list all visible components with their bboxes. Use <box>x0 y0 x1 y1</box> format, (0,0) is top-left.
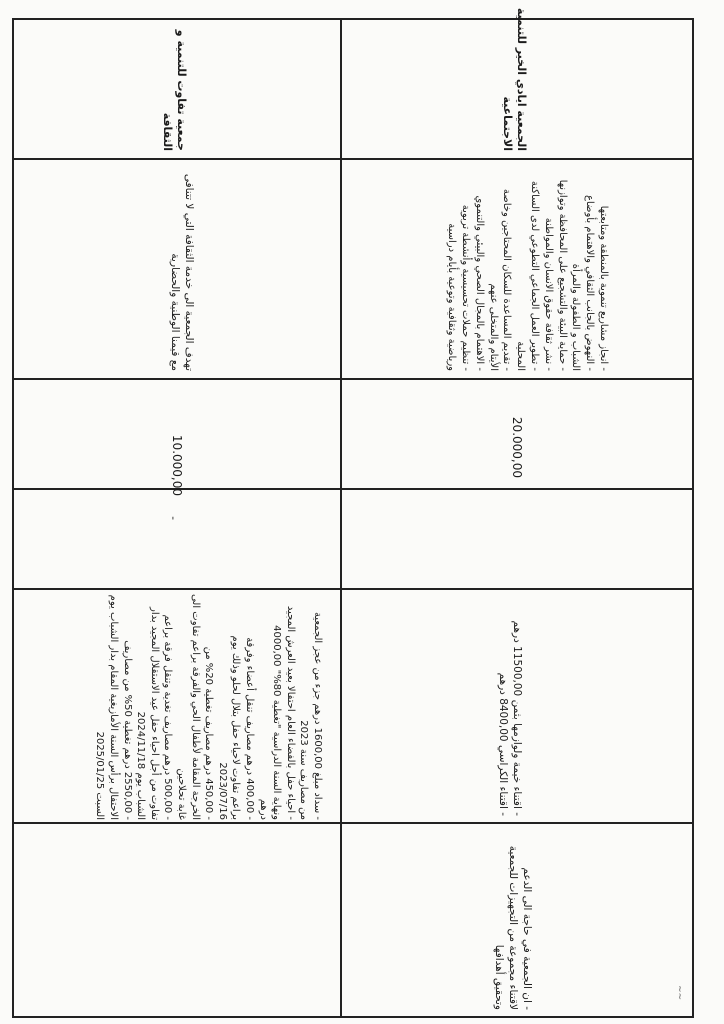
table-border-left <box>12 18 14 1018</box>
expense-line: من مصاريف سنة 2023 <box>298 720 310 820</box>
association-objective <box>444 166 610 371</box>
expense-line: تفاوت من أجل احياء حفل عيد الاستقلال المجيد بدار <box>148 607 160 820</box>
expense-line: - 500,00 درهم مصاريف تغدية وتنقل فرقة براعم <box>162 614 174 820</box>
expense-line: درهم <box>257 798 269 820</box>
table-border-bottom <box>12 1016 694 1018</box>
previous-grant-dash: - <box>167 516 179 520</box>
expense-line: الاحتفال برأس السنة الأمازيغية المقام بدار الشباب يوم <box>108 594 120 820</box>
expenses-breakdown <box>93 592 324 820</box>
association-name-line: الاجتماعية <box>501 96 514 151</box>
column-divider <box>12 158 694 160</box>
expenses-breakdown <box>496 596 524 816</box>
note-line: لاقتناء مجموعة من التجهيزات للجمعية <box>507 845 519 1010</box>
expense-line: الشباب يوم 2024/11/18 <box>135 711 147 820</box>
objective-line: - انجاز مشاريع تنموية بالمنطقة ومتابعتها <box>598 205 609 371</box>
objective-line: - الاهتمام بالمجال الصحي والبيئي والتنموي <box>473 195 485 371</box>
objective-line: - تطوير العمل الجماعي التطوعي لدى الساكنة <box>529 180 541 371</box>
objective-line: - نشر ثقافة حقوق الانسان والمواطنة <box>542 217 554 371</box>
column-divider <box>12 822 694 824</box>
column-divider <box>12 488 694 490</box>
association-name <box>500 7 528 151</box>
expense-line: براعم تفاوت لاحياء حفل بتلال لحلو وذلك يوم <box>230 635 242 820</box>
expense-line: - 2550,00 درهم تغطية 50% من مصاريف <box>121 640 133 820</box>
expense-line: - 400,00 درهم مصاريف تنقل أعضاء وفرقة <box>244 637 256 820</box>
objective-line: - تقديم المساعدة للسكان المحتاجين وخاصة <box>501 188 513 371</box>
page-footer-mark: ~~ <box>674 985 684 1001</box>
table-border-right <box>692 18 694 1018</box>
objective-line: - النهوض بالجانب الثقافي والاهتمام بأوضاع <box>584 194 596 371</box>
column-divider <box>12 588 694 590</box>
objective-line: الشباب و الطفولة والمرأة <box>570 263 582 371</box>
expense-line: 2023/07/16 <box>216 762 228 820</box>
expense-line: - اقتناء خيمة ولوازمها بثمن 11500,00 درهم <box>511 620 523 816</box>
expense-line: - سداد مبلغ 1600,00 درهم جزء من عجز الجمعية <box>312 611 323 820</box>
note-line: وتحقيق أهدافها <box>493 944 505 1010</box>
objective-line: تهدف الجمعية الى خدمة الثقافة التي لا تتنافى <box>183 173 195 371</box>
row-divider <box>340 18 342 1018</box>
objective-line: - تنظيم حملات تحسيسية وأنشطة تربوية <box>460 204 472 371</box>
notes-needs <box>492 830 534 1010</box>
note-line: - ان الجمعية في حاجة الى الدعم <box>521 867 533 1010</box>
objective-line: ورياضية وثقافية وتوعية بأيام دراسية <box>446 223 458 371</box>
objective-line: الأيتام والمتخلى عنهم <box>487 283 499 371</box>
objective-line: المحلية <box>515 341 527 371</box>
association-objective <box>168 166 196 371</box>
expense-line: غابة تحلاحين <box>176 768 188 820</box>
column-divider <box>12 378 694 380</box>
table-border-top <box>12 18 694 20</box>
expense-line: - احياء حفل بالفضاء العام احتفالا بعيد العرش المجيد <box>284 605 296 820</box>
association-name: جمعية تفاوت للتنمية و الثقافة <box>161 29 188 151</box>
association-name-line: الجمعية ايادي الخير للتنمية <box>515 7 528 151</box>
expense-line: - 450,00 درهم مصاريف تغطية 20% من <box>203 646 215 820</box>
grant-amount: 20.000,00 <box>510 416 524 478</box>
objective-line: - حماية البيئة والتشجيع على المحافظة وتوازنها <box>556 179 568 371</box>
expense-line: السبت 2025/01/25 <box>94 731 106 820</box>
expense-line: - اقتناء الكراسي 8400,00 درهم <box>497 672 509 816</box>
grant-amount: 10.000,00 <box>170 434 184 496</box>
expense-line: ونهاية السنة الدراسية "تغطية 80%" 4000,00 <box>271 625 283 820</box>
objective-line: مع قيمنا الوطنية والحضارية <box>169 253 181 371</box>
expense-line: الخرجة المقامة لأطفال الحي والفرقة براعم تفاوت الى <box>189 593 201 820</box>
